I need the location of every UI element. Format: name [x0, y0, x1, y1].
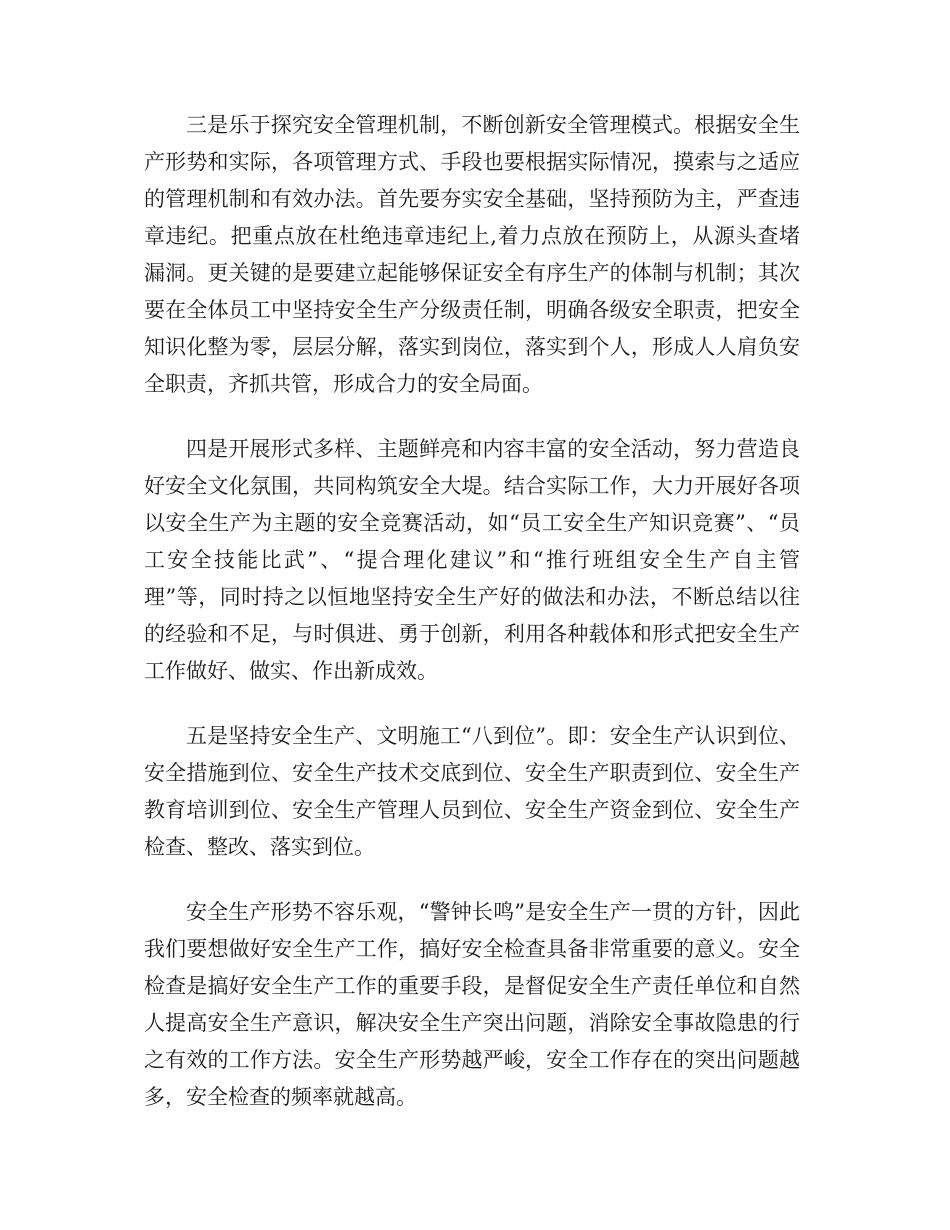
paragraph-safety-inspection: 安全生产形势不容乐观，“警钟长鸣”是安全生产一贯的方针，因此我们要想做好安全生产工作，搞好安全检查具备非常重要的意义。安全检查是搞好安全生产工作的重要手段，是督促安全生产责任单位和自然人提高安全生产意识，解决安全生产突出问题，消除安全事故隐患的行之有效的工作方法。安全生产形势越严峻，安全工作存在的突出问题越多，安全检查的频率就越高。 [144, 900, 800, 1109]
paragraph-eight-in-place: 五是坚持安全生产、文明施工“八到位”。即：安全生产认识到位、安全措施到位、安全生产技术交底到位、安全生产职责到位、安全生产教育培训到位、安全生产管理人员到位、安全生产资金到位、安全生产检查、整改、落实到位。 [144, 724, 800, 859]
paragraph-innovation: 三是乐于探究安全管理机制，不断创新安全管理模式。根据安全生产形势和实际，各项管理方式、手段也要根据实际情况，摸索与之适应的管理机制和有效办法。首先要夯实安全基础，坚持预防为主，严查违章违纪。把重点放在杜绝违章违纪上,着力点放在预防上，从源头查堵漏洞。更关键的是要建立起能够保证安全有序生产的体制与机制；其次要在全体员工中坚持安全生产分级责任制，明确各级安全职责，把安全知识化整为零，层层分解，落实到岗位，落实到个人，形成人人肩负安全职责，齐抓共管，形成合力的安全局面。 [144, 113, 800, 396]
paragraph-safety-activities: 四是开展形式多样、主题鲜亮和内容丰富的安全活动，努力营造良好安全文化氛围，共同构筑安全大堤。结合实际工作，大力开展好各项以安全生产为主题的安全竞赛活动，如“员工安全生产知识竞赛”、“员工安全技能比武”、“提合理化建议”和“推行班组安全生产自主管理”等，同时持之以恒地坚持安全生产好的做法和办法，不断总结以往的经验和不足，与时俱进、勇于创新，利用各种载体和形式把安全生产工作做好、做实、作出新成效。 [144, 437, 800, 683]
document-body [144, 107, 800, 1116]
